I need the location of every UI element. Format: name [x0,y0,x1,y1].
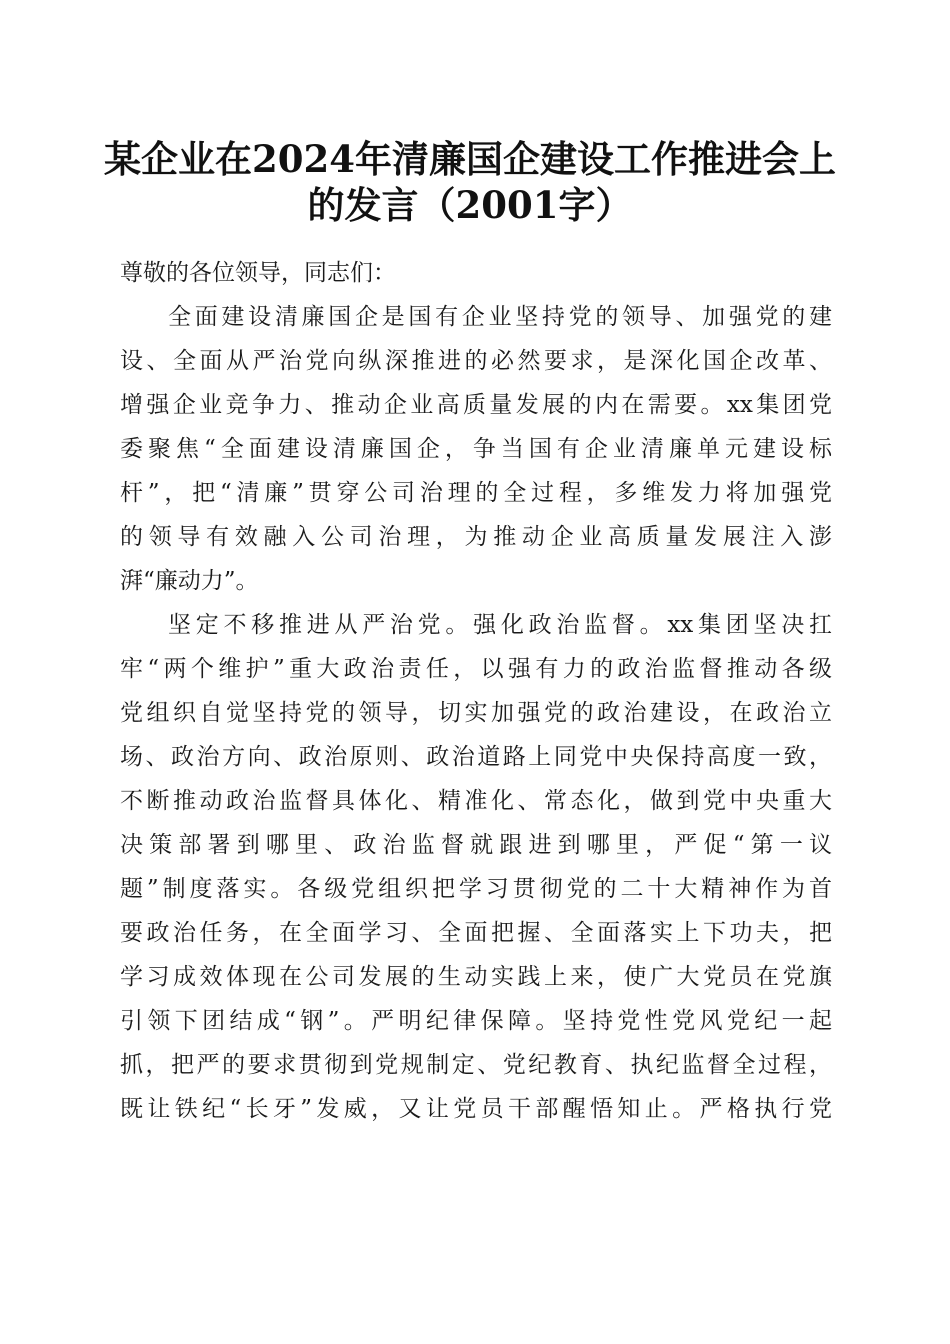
paragraph-line: 决策部署到哪里、政治监督就跟进到哪里，严促“第一议 [120,832,832,858]
paragraph-line: 杆”，把“清廉”贯穿公司治理的全过程，多维发力将加强党 [120,480,832,506]
paragraph-line: 既让铁纪“长牙”发威，又让党员干部醒悟知止。严格执行党 [120,1096,832,1122]
document-body [120,251,832,1131]
paragraph-line: 抓，把严的要求贯彻到党规制定、党纪教育、执纪监督全过程， [120,1052,832,1078]
salutation: 尊敬的各位领导，同志们： [120,260,396,286]
paragraph-line: 坚定不移推进从严治党。强化政治监督。xx集团坚决扛 [168,612,832,638]
paragraph-line: 党组织自觉坚持党的领导，切实加强党的政治建设，在政治立 [120,700,832,726]
paragraph-line: 增强企业竞争力、推动企业高质量发展的内在需要。xx集团党 [120,392,832,418]
paragraph-line: 要政治任务，在全面学习、全面把握、全面落实上下功夫，把 [120,920,832,946]
title-line-1: 某企业在2024年清廉国企建设工作推进会上 [104,137,836,181]
paragraph-line: 题”制度落实。各级党组织把学习贯彻党的二十大精神作为首 [120,876,832,902]
paragraph-line: 学习成效体现在公司发展的生动实践上来，使广大党员在党旗 [120,964,832,990]
paragraph-line: 场、政治方向、政治原则、政治道路上同党中央保持高度一致， [120,744,832,770]
paragraph-line: 牢“两个维护”重大政治责任，以强有力的政治监督推动各级 [120,656,832,682]
paragraph-1 [120,295,832,603]
paragraph-line: 的领导有效融入公司治理，为推动企业高质量发展注入澎 [120,524,832,550]
paragraph-line: 不断推动政治监督具体化、精准化、常态化，做到党中央重大 [120,788,832,814]
paragraph-line: 设、全面从严治党向纵深推进的必然要求，是深化国企改革、 [120,348,832,374]
paragraph-line: 委聚焦“全面建设清廉国企，争当国有企业清廉单元建设标 [120,436,832,462]
paragraph-2 [120,603,832,1131]
title-line-2: 的发言（2001字） [307,183,633,227]
document-title [100,136,840,228]
paragraph-line: 全面建设清廉国企是国有企业坚持党的领导、加强党的建 [168,304,832,330]
paragraph-line: 引领下团结成“钢”。严明纪律保障。坚持党性党风党纪一起 [120,1008,832,1034]
paragraph-line: 湃“廉动力”。 [120,568,259,594]
